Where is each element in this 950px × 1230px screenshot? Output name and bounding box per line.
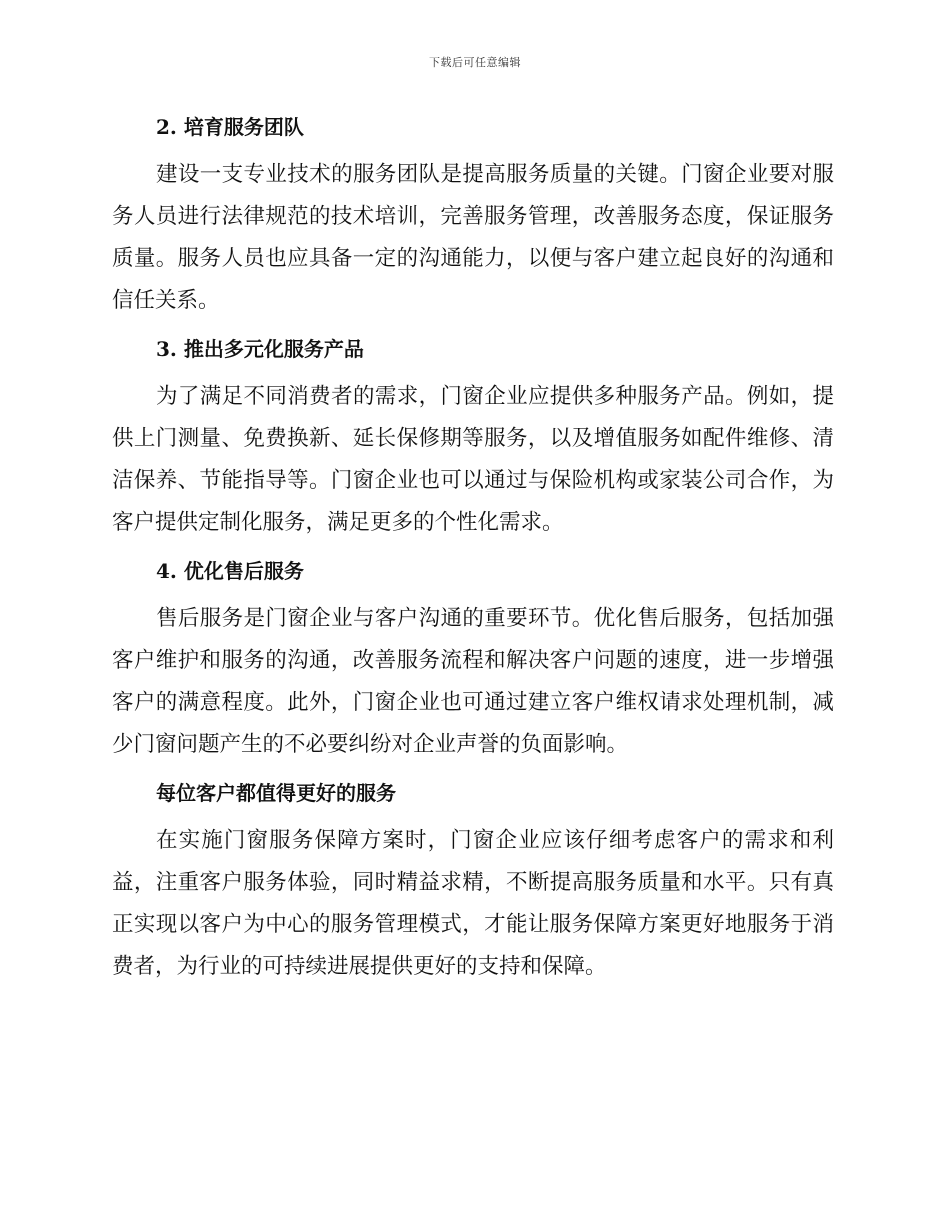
document-content xyxy=(112,110,834,988)
section-heading: 3. 推出多元化服务产品 xyxy=(156,337,364,361)
section-paragraph: 建设一支专业技术的服务团队是提高服务质量的关键。门窗企业要对服务人员进行法律规范的技术培训，完善服务管理，改善服务态度，保证服务质量。服务人员也应具备一定的沟通能力，以便与客户建立起良好的沟通和信任关系。 xyxy=(112,162,834,313)
section-paragraph: 在实施门窗服务保障方案时，门窗企业应该仔细考虑客户的需求和利益，注重客户服务体验，同时精益求精，不断提高服务质量和水平。只有真正实现以客户为中心的服务管理模式，才能让服务保障方案更好地服务于消费者，为行业的可持续进展提供更好的支持和保障。 xyxy=(112,828,834,979)
page-header-note: 下载后可任意编辑 xyxy=(429,56,521,69)
section-paragraph: 为了满足不同消费者的需求，门窗企业应提供多种服务产品。例如，提供上门测量、免费换新、延长保修期等服务，以及增值服务如配件维修、清洁保养、节能指导等。门窗企业也可以通过与保险机构或家装公司合作，为客户提供定制化服务，满足更多的个性化需求。 xyxy=(112,384,834,535)
section-heading: 2. 培育服务团队 xyxy=(156,115,304,139)
section-after-sales xyxy=(112,554,834,766)
section-cultivate-team xyxy=(112,110,834,322)
section-heading: 4. 优化售后服务 xyxy=(156,559,304,583)
section-heading: 每位客户都值得更好的服务 xyxy=(156,781,396,805)
section-better-service xyxy=(112,776,834,988)
section-diversified-products xyxy=(112,332,834,544)
section-paragraph: 售后服务是门窗企业与客户沟通的重要环节。优化售后服务，包括加强客户维护和服务的沟通，改善服务流程和解决客户问题的速度，进一步增强客户的满意程度。此外，门窗企业也可通过建立客户维权请求处理机制，减少门窗问题产生的不必要纠纷对企业声誉的负面影响。 xyxy=(112,606,834,757)
